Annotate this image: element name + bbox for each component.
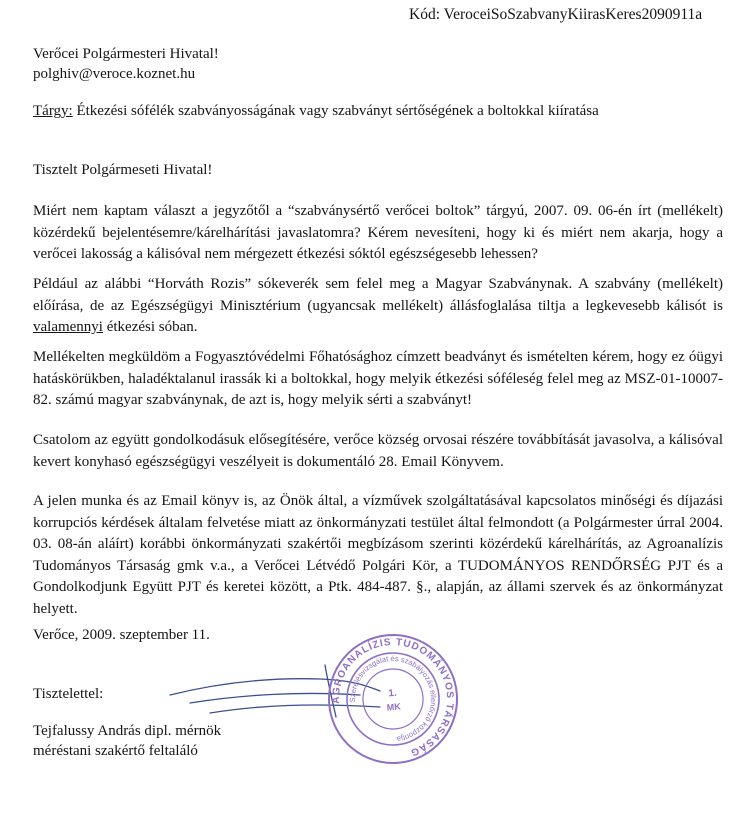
recipient-email: polghiv@veroce.koznet.hu — [33, 66, 196, 82]
svg-text:Szerelésvizsgálat és szabályoz — [344, 650, 442, 748]
recipient-name: Verőcei Polgármesteri Hivatal! — [33, 46, 219, 62]
signatory-title: méréstani szakértő feltaláló — [33, 743, 198, 759]
stamp-inner-text: Szerelésvizsgálat és szabályozás ellenőrző központja — [347, 653, 439, 744]
paragraph-1: Miért nem kaptam választ a jegyzőtől a “szabványsértő verőcei boltok” tárgyú, 2007. 09. 06-én írt (mellékelt) közérdekű bejelentésemre/kárelhárítási javaslatomra? Kérem nevesíteni, hogy ki és miért nem akarja, hogy a verőcei lakosság a kálisóval nem mérgezett étkezési sóktól egészségesebb lehessen? — [33, 203, 723, 262]
place-date: Verőce, 2009. szeptember 11. — [33, 627, 210, 643]
paragraph-2 — [33, 274, 723, 339]
paragraph-2-start: Például az alábbi “Horváth Rozis” sókeverék sem felel meg a Magyar Szabványnak. A szabvány (mellékelt) előírása, de az Egészségügyi Minisztérium (ugyancsak mellékelt) állásfoglalása tiltja a legkevesebb kálisót is — [33, 276, 723, 314]
document-code: Kód: VeroceiSoSzabvanyKiirasKeres2090911a — [409, 6, 703, 23]
official-stamp — [326, 632, 460, 766]
salutation: Tisztelt Polgármeseti Hivatal! — [33, 162, 213, 178]
paragraph-2-end: étkezési sóban. — [102, 319, 198, 335]
signatory-name: Tejfalussy András dipl. mérnök — [33, 723, 222, 739]
closing: Tisztelettel: — [33, 686, 104, 702]
stamp-center-code: MK — [386, 701, 402, 713]
paragraph-2-underlined: valamennyi — [33, 319, 103, 335]
subject-text: Étkezési sófélék szabványosságának vagy szabványt sértőségének a boltokkal kiíratása — [72, 103, 599, 119]
stamp-outer-text: AGROANALÍZIS TUDOMÁNYOS TÁRSASÁG — [330, 636, 456, 759]
subject-label: Tárgy: — [33, 103, 73, 119]
paragraph-4: Csatolom az együtt gondolkodásuk elősegítésére, verőce község orvosai részére továbbítását javasolva, a kálisóval kevert konyhasó egészségügyi veszélyeit is dokumentáló 28. Email Könyvem. — [33, 432, 723, 470]
subject-line — [33, 103, 599, 120]
paragraph-3: Mellékelten megküldöm a Fogyasztóvédelmi Főhatósághoz címzett beadványt és ismételten kérem, hogy ez óügyi hatáskörükben, haladéktalanul irassák ki a boltokkal, hogy melyik étkezési sóféleség felel meg az MSZ-01-10007-82. számú magyar szabványnak, de azt is, hogy melyik sérti a szabványt! — [33, 349, 723, 408]
paragraph-5: A jelen munka és az Email könyv is, az Önök által, a vízművek szolgáltatásával kapcsolatos minőségi és díjazási korrupciós kérdések általam felvetése miatt az önkormányzati testület által felmondott (a Polgármester úrral 2004. 03. 08-án aláírt) korábbi önkormányzati szakértői megbízásom szerinti közérdekű kárelhárítás, az Agroanalízis Tudományos Társaság gmk v.a., a Verőcei Létvédő Polgári Kör, a TUDOMÁNYOS RENDŐRSÉG PJT és a Gondolkodjunk Együtt PJT és keretei között, a Ptk. 484-487. §., alapján, az állami szervek és az önkormányzat helyett. — [33, 493, 723, 617]
stamp-center-number: 1. — [387, 687, 398, 700]
